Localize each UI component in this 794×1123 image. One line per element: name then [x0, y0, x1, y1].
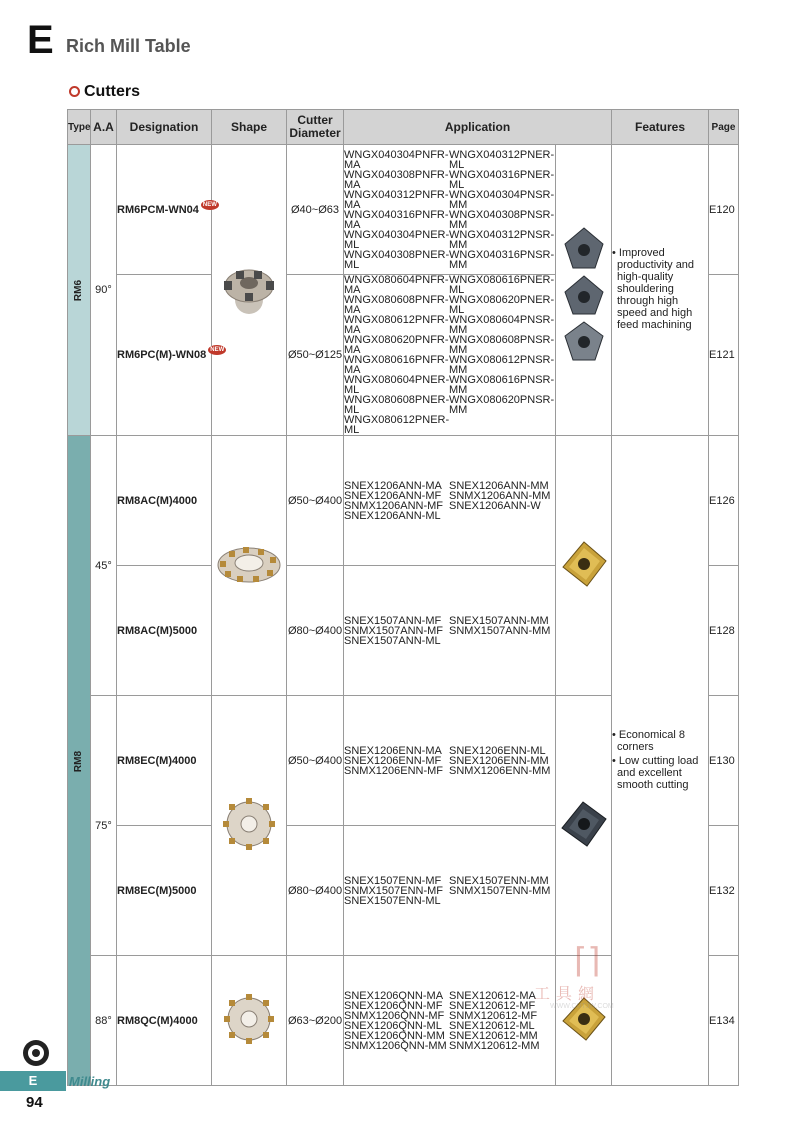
application-list-right [449, 616, 554, 646]
application-code: SNEX1507ENN-MM [449, 874, 549, 887]
application-code: WNGX080616PNSR-MM [449, 374, 555, 396]
application-code: SNEX1507ENN-MF [344, 874, 442, 887]
page-link[interactable]: E120 [709, 145, 739, 275]
cutter-rm6-icon [216, 256, 282, 322]
designation-text: RM6PC(M)-WN08 [117, 349, 207, 361]
application-code: WNGX040304PNER-ML [344, 228, 450, 251]
col-diameter: Cutter Diameter [287, 110, 344, 145]
designation-cell [117, 145, 217, 275]
diameter-cell: Ø50~Ø125 [287, 275, 344, 436]
application-code: SNEX120612-MM [449, 1029, 538, 1042]
diameter-cell: Ø50~Ø400 [287, 696, 344, 826]
col-aa: A.A [91, 110, 117, 145]
application-code: WNGX080608PNSR-MM [449, 334, 555, 356]
application-cell [344, 275, 556, 436]
application-code: WNGX080604PNER-ML [344, 374, 450, 396]
features-cell [612, 436, 709, 1086]
col-features: Features [612, 110, 709, 145]
designation-cell [117, 436, 212, 566]
application-list-left [344, 481, 449, 521]
application-code: SNEX1507ANN-MM [449, 614, 549, 627]
footer-section-tab: E [0, 1071, 66, 1091]
designation-text: RM8AC(M)5000 [117, 624, 198, 637]
diameter-cell: Ø63~Ø200 [287, 956, 344, 1086]
application-code: WNGX080608PNFR-MA [344, 294, 449, 316]
designation-cell [117, 956, 212, 1086]
application-code: SNMX1507ENN-MM [449, 884, 551, 897]
table-row [68, 436, 739, 566]
feature-item: • Low cutting load and excellent smooth cutting [612, 754, 699, 791]
designation-cell [117, 696, 212, 826]
application-code: SNEX1507ANN-ML [344, 634, 441, 647]
application-code: SNEX120612-ML [449, 1019, 535, 1032]
application-code: SNEX1507ANN-MF [344, 614, 442, 627]
application-code: SNEX1206ENN-MM [449, 754, 549, 767]
application-cell [344, 436, 556, 566]
section-letter: E [27, 18, 54, 62]
diameter-cell: Ø80~Ø400 [287, 566, 344, 696]
watermark-url: WWW.CUTJW.COM [550, 1003, 614, 1010]
application-code: WNGX040316PNER-ML [449, 168, 555, 191]
application-code: SNEX120612-MF [449, 999, 536, 1012]
designation-text: RM8AC(M)4000 [117, 494, 198, 507]
new-badge: NEW [210, 347, 225, 353]
col-type: Type [68, 110, 91, 145]
aa-cell: 88° [91, 956, 117, 1086]
diameter-cell: Ø80~Ø400 [287, 826, 344, 956]
application-code: SNEX1206QNN-MF [344, 999, 443, 1012]
designation-cell [117, 826, 212, 956]
application-code: WNGX040312PNFR-MA [344, 188, 449, 211]
col-page: Page [709, 110, 739, 145]
application-code: SNMX1507ENN-MF [344, 884, 444, 897]
application-code: WNGX080604PNSR-MM [449, 314, 555, 336]
application-cell [344, 566, 556, 696]
page-link[interactable]: E126 [709, 436, 739, 566]
application-cell [344, 145, 556, 275]
application-code: WNGX080620PNSR-MM [449, 394, 555, 416]
footer-section-label: Milling [69, 1074, 111, 1089]
application-code: WNGX080620PNER-ML [449, 294, 555, 316]
table-header-row [68, 110, 739, 145]
application-code: SNMX1206ENN-MF [344, 764, 444, 777]
application-code: WNGX040304PNFR-MA [344, 148, 449, 171]
application-code: WNGX040308PNFR-MA [344, 168, 449, 191]
application-list-right [449, 275, 554, 435]
application-code: WNGX040316PNSR-MM [449, 248, 555, 271]
designation-text: RM6PCM-WN04 [117, 203, 199, 216]
designation-text: RM8QC(M)4000 [117, 1014, 198, 1027]
diameter-cell: Ø50~Ø400 [287, 436, 344, 566]
application-code: SNEX120612-MA [449, 989, 536, 1002]
application-code: WNGX080620PNFR-MA [344, 334, 449, 356]
application-list-left [344, 616, 449, 646]
cutter-rm8ec-icon [219, 794, 279, 854]
designation-text: RM8EC(M)4000 [117, 754, 197, 767]
shape-cell [212, 956, 287, 1086]
application-code: SNMX120612-MM [449, 1039, 540, 1052]
application-code: SNMX1206ENN-MM [449, 764, 551, 777]
application-list-left [344, 876, 449, 906]
application-list-right [449, 150, 554, 270]
designation-cell [117, 566, 212, 696]
application-code: WNGX040312PNER-ML [449, 148, 555, 171]
page-link[interactable]: E132 [709, 826, 739, 956]
type-label: RM8 [73, 750, 85, 772]
application-code: WNGX080616PNFR-MA [344, 354, 449, 376]
application-list-left [344, 991, 449, 1051]
application-code: SNEX1206ENN-MA [344, 744, 442, 757]
shape-cell [212, 436, 287, 696]
type-label: RM6 [73, 279, 85, 302]
application-code: SNEX1206ANN-W [449, 499, 541, 512]
application-code: SNMX1206ANN-MF [344, 499, 444, 512]
application-list-left [344, 150, 449, 270]
application-list-right [449, 481, 554, 521]
new-badge: NEW [202, 201, 217, 208]
application-code: WNGX080612PNFR-MA [344, 314, 449, 336]
cutter-rm8ac-icon [215, 539, 283, 589]
application-list-left [344, 275, 449, 435]
application-code: SNEX1206ANN-MA [344, 479, 442, 492]
page-link[interactable]: E134 [709, 956, 739, 1086]
insert-cell [556, 696, 612, 956]
designation-cell [117, 275, 225, 436]
table-row [68, 145, 739, 275]
application-code: SNEX1206ANN-MF [344, 489, 442, 502]
application-code: SNMX120612-MF [449, 1009, 538, 1022]
page-title: Rich Mill Table [66, 36, 191, 56]
application-code: WNGX040308PNER-ML [344, 248, 450, 271]
application-code: WNGX080608PNER-ML [344, 394, 450, 416]
application-code: SNEX1206ENN-ML [449, 744, 546, 757]
features-cell [612, 145, 709, 436]
application-code: SNMX1206ANN-MM [449, 489, 551, 502]
type-cell-rm6 [68, 145, 91, 436]
aa-cell: 75° [91, 696, 117, 956]
insert-cell [556, 436, 612, 696]
application-cell [344, 956, 556, 1086]
feature-item: • Improved productivity and high-quality shouldering through high speed and high feed machining [612, 247, 695, 331]
application-code: SNMX1206QNN-MF [344, 1009, 445, 1022]
application-code: SNMX1206QNN-MM [344, 1039, 447, 1052]
aa-cell: 90° [91, 145, 117, 436]
application-cell [344, 826, 556, 956]
shape-cell [212, 145, 287, 436]
shape-cell [212, 696, 287, 956]
insert-gold-square-icon [559, 539, 609, 589]
application-code: WNGX080604PNFR-MA [344, 274, 449, 296]
page-link[interactable]: E128 [709, 566, 739, 696]
diameter-cell: Ø40~Ø63 [287, 145, 344, 275]
application-code: WNGX040304PNSR-MM [449, 188, 555, 211]
cutter-rm8qc-icon [219, 989, 279, 1049]
designation-text: RM8EC(M)5000 [117, 884, 197, 897]
col-shape: Shape [212, 110, 287, 145]
section-subheading [69, 83, 140, 101]
subheading-text: Cutters [84, 83, 141, 100]
application-code: WNGX040316PNFR-MA [344, 208, 449, 231]
application-code: SNMX1507ANN-MM [449, 624, 551, 637]
application-code: SNEX1206ANN-MM [449, 479, 549, 492]
application-code: SNEX1206QNN-MA [344, 989, 444, 1002]
page-link[interactable]: E130 [709, 696, 739, 826]
application-code: SNEX1507ENN-ML [344, 894, 441, 907]
application-cell [344, 696, 556, 826]
page-link[interactable]: E121 [709, 275, 739, 436]
application-code: SNEX1206QNN-ML [344, 1019, 442, 1032]
application-code: WNGX080616PNER-ML [449, 274, 555, 296]
watermark-logo-icon: ⌈⌉ [574, 942, 601, 980]
feature-item: • Economical 8 corners [612, 728, 685, 753]
application-code: WNGX040312PNSR-MM [449, 228, 555, 251]
aa-cell: 45° [91, 436, 117, 696]
application-list-right [449, 746, 554, 776]
milling-cutter-icon [21, 1038, 51, 1068]
insert-dark-square-icon [559, 799, 609, 849]
watermark-text: 工具網 [534, 986, 601, 1003]
application-code: WNGX080612PNER-ML [344, 414, 450, 436]
application-code: WNGX080612PNSR-MM [449, 354, 555, 376]
insert-cell [556, 145, 612, 436]
bullet-icon [69, 86, 80, 97]
type-cell-rm8 [68, 436, 91, 1086]
application-code: SNEX1206ENN-MF [344, 754, 442, 767]
cutter-table [67, 109, 739, 1086]
col-designation: Designation [117, 110, 212, 145]
application-code: WNGX040308PNSR-MM [449, 208, 555, 231]
application-code: SNMX1507ANN-MF [344, 624, 444, 637]
page-number: 94 [26, 1094, 43, 1111]
application-code: SNEX1206QNN-MM [344, 1029, 445, 1042]
col-application: Application [344, 110, 612, 145]
application-list-left [344, 746, 449, 776]
application-list-right [449, 876, 554, 906]
insert-wn-icons [559, 214, 609, 364]
application-code: SNEX1206ANN-ML [344, 509, 441, 522]
